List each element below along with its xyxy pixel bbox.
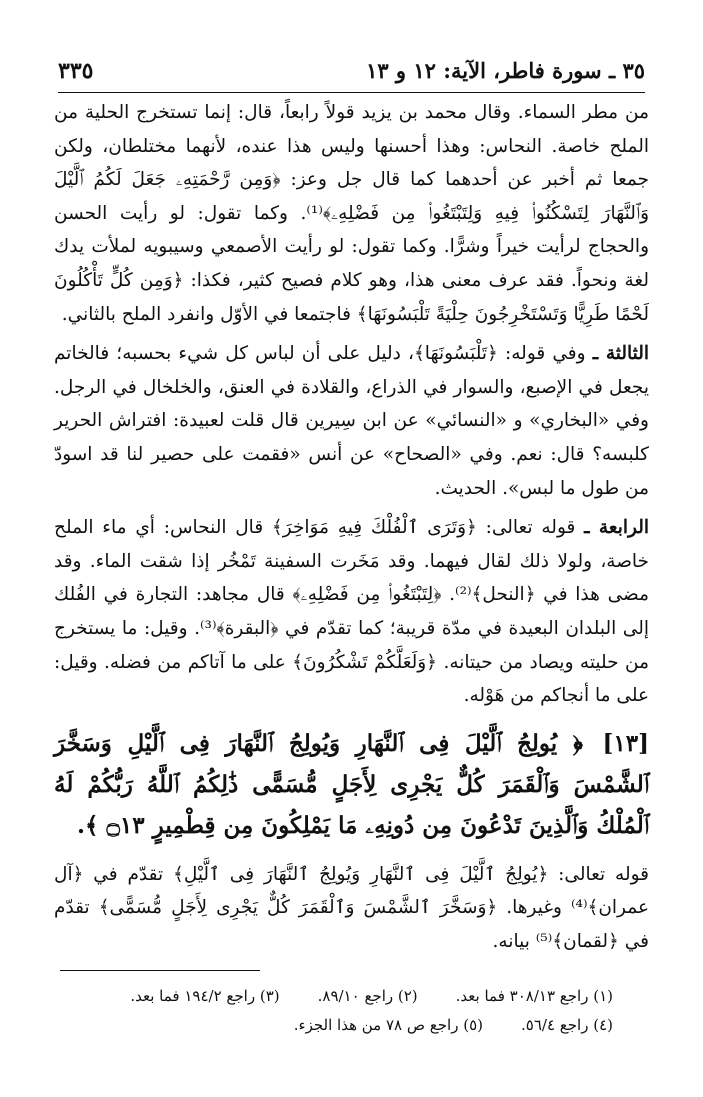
footnote-5: (٥) راجع ص ٧٨ من هذا الجزء. [293, 1016, 483, 1034]
third-issue-text: وفي قوله: ﴿تَلْبَسُونَهَا﴾، دليل على أن لباس كل شيء بحسبه؛ فالخاتم يجعل في الإصبع، والسوار في الذراع، والقلادة في العنق، والخلخال في الرجل. وفي «البخاري» و «النسائي» عن ابن سِيرين قال قلت لعبيدة: افتراش الحرير كلبسه؟ قال: نعم. وفي «الصحاح» عن أنس «فقمت على حصير لنا قد اسودّ من طول ما لبس». الحديث. [54, 343, 649, 499]
fourth-issue-text: قوله تعالى: ﴿وَتَرَى ٱلْفُلْكَ فِيهِ مَوَاخِرَ﴾ قال النحاس: أي ماء الملح خاصة، ولولا ذلك لقال فيهما. وقد مَخَرت السفينة تَمْخُر إذا شقت الماء. وقد مضى هذا في ﴿النحل﴾⁽²⁾. ﴿لِتَبْتَغُوا۟ مِن فَضْلِهِۦ﴾ قال مجاهد: التجارة في الفُلك إلى البلدان البعيدة في مدّة قريبة؛ كما تقدّم في ﴿البقرة﴾⁽³⁾. وقيل: ما يستخرج من حليته ويصاد من حيتانه. ﴿وَلَعَلَّكُمْ تَشْكُرُونَ﴾ على ما آتاكم من فضله. وقيل: على ما أنجاكم من هَوْله. [54, 517, 649, 707]
footnote-1: (١) راجع ٣٠٨/١٣ فما بعد. [455, 987, 613, 1005]
footnote-4: (٤) راجع ٥٦/٤. [521, 1016, 613, 1034]
footnotes [60, 982, 613, 1040]
page-number: ٣٣٥ [58, 58, 94, 84]
verse-text: ﴿ يُولِجُ ٱلَّيْلَ فِى ٱلنَّهَارِ وَيُولِجُ ٱلنَّهَارَ فِى ٱلَّيْلِ وَسَخَّرَ ٱلشَّمْسَ وَٱلْقَمَرَ كُلٌّ يَجْرِى لِأَجَلٍ مُّسَمًّى ذَٰلِكُمُ ٱللَّهُ رَبُّكُمْ لَهُ ٱلْمُلْكُ وَٱلَّذِينَ تَدْعُونَ مِن دُونِهِۦ مَا يَمْلِكُونَ مِن قِطْمِيرٍ ۝١٣ ﴾. [54, 729, 649, 839]
verse-number: [١٣] [602, 729, 649, 757]
footnote-divider [60, 970, 260, 971]
paragraph-verse-commentary: قوله تعالى: ﴿يُولِجُ ٱلَّيْلَ فِى ٱلنَّهَارِ وَيُولِجُ ٱلنَّهَارَ فِى ٱلَّيْلِ﴾ تقدّم في ﴿آل عمران﴾⁽⁴⁾ وغيرها. ﴿وَسَخَّرَ ٱلشَّمْسَ وَٱلْقَمَرَ كُلٌّ يَجْرِى لِأَجَلٍ مُّسَمًّى﴾ تقدّم في ﴿لقمان﴾⁽⁵⁾ بيانه. [54, 863, 649, 952]
running-title: ٣٥ ـ سورة فاطر، الآية: ١٢ و ١٣ [366, 58, 645, 83]
quran-verse-13 [54, 723, 649, 846]
footnote-2: (٢) راجع ٨٩/١٠. [317, 987, 418, 1005]
paragraph-fourth-issue [54, 511, 649, 713]
fourth-issue-label: الرابعة ـ [584, 517, 649, 539]
paragraph-third-issue [54, 337, 649, 505]
footnote-row-2 [60, 1011, 613, 1040]
third-issue-label: الثالثة ـ [592, 343, 649, 365]
paragraph-1: من مطر السماء. وقال محمد بن يزيد قولاً رابعاً، قال: إنما تستخرج الحلية من الملح خاصة. النحاس: وهذا أحسنها وليس هذا عنده، لأنهما مختلطان، ولكن جمعا ثم أخبر عن أحدهما كما قال جل وعز: ﴿وَمِن رَّحْمَتِهِۦ جَعَلَ لَكُمُ ٱلَّيْلَ وَٱلنَّهَارَ لِتَسْكُنُوا۟ فِيهِ وَلِتَبْتَغُوا۟ مِن فَضْلِهِۦ﴾⁽¹⁾. وكما تقول: لو رأيت الحسن والحجاج لرأيت خيراً وشرًّا. وكما تقول: لو رأيت الأصمعي وسيبويه لملأت يدك لغة ونحواً. فقد عرف معنى هذا، وهو كلام فصيح كثير، فكذا: ﴿وَمِن كُلٍّ تَأْكُلُونَ لَحْمًا طَرِيًّا وَتَسْتَخْرِجُونَ حِلْيَةً تَلْبَسُونَهَا﴾ فاجتمعا في الأوّل وانفرد الملح بالثاني. [54, 102, 650, 325]
footnote-row-1 [60, 982, 613, 1011]
page-header [58, 52, 645, 93]
body-text [54, 96, 649, 958]
footnote-3: (٣) راجع ١٩٤/٢ فما بعد. [130, 987, 280, 1005]
